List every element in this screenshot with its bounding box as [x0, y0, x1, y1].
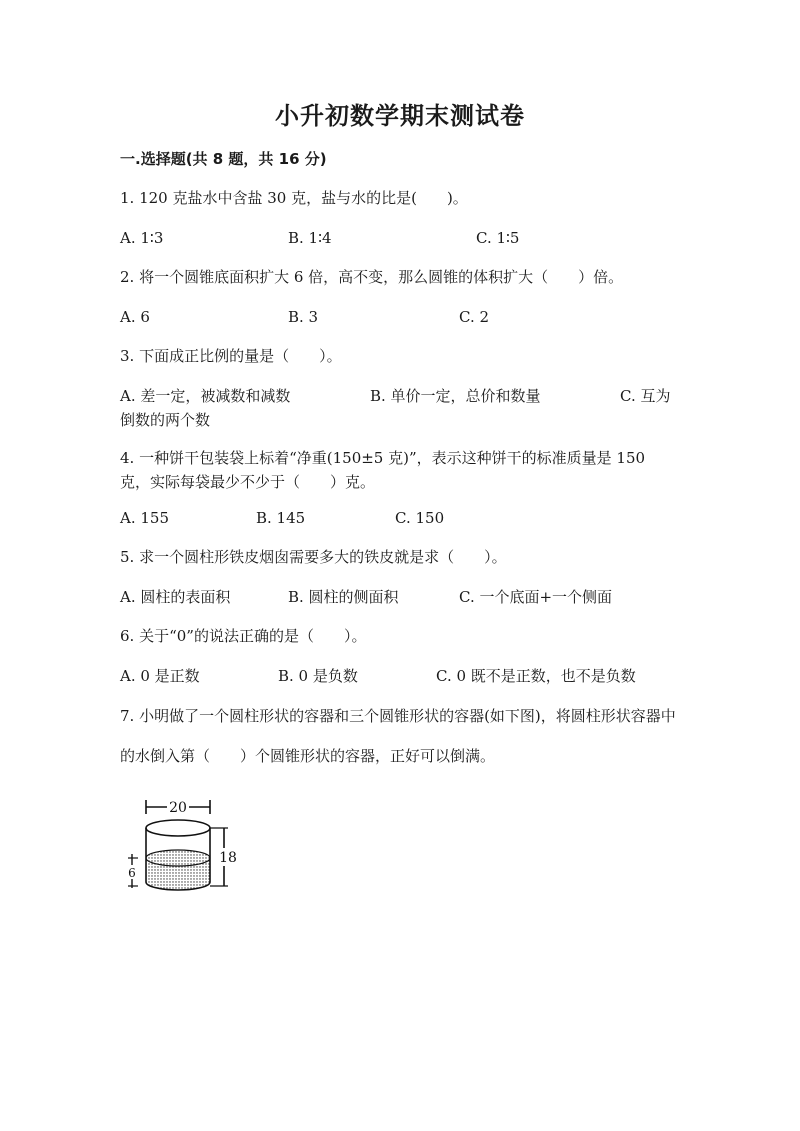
question-4-option-b: B. 145	[256, 509, 306, 527]
height-label: 18	[219, 850, 237, 866]
question-2-stem: 2. 将一个圆锥底面积扩大 6 倍，高不变，那么圆锥的体积扩大（ ）倍。	[120, 268, 624, 286]
question-6-option-a: A. 0 是正数	[120, 667, 200, 685]
question-4-stem: 4. 一种饼干包装袋上标着“净重(150±5 克)”，表示这种饼干的标准质量是 150 克，实际每袋最少不少于（ ）克。	[120, 449, 646, 491]
question-2-option-b: B. 3	[288, 308, 319, 326]
question-5-option-a: A. 圆柱的表面积	[120, 588, 231, 606]
cylinder-figure	[124, 794, 244, 904]
question-1-option-b: B. 1∶4	[288, 229, 332, 247]
section-heading: 一.选择题(共 8 题，共 16 分)	[120, 150, 327, 168]
page-title: 小升初数学期末测试卷	[275, 101, 525, 130]
question-3-stem: 3. 下面成正比例的量是（ ）。	[120, 347, 342, 365]
question-6-option-b: B. 0 是负数	[278, 667, 358, 685]
water-level-label: 6	[128, 866, 136, 880]
question-6-option-c: C. 0 既不是正数，也不是负数	[436, 667, 636, 685]
question-5-stem: 5. 求一个圆柱形铁皮烟囱需要多大的铁皮就是求（ ）。	[120, 548, 507, 566]
question-1-stem: 1. 120 克盐水中含盐 30 克，盐与水的比是( )。	[120, 189, 468, 207]
question-7-stem: 7. 小明做了一个圆柱形状的容器和三个圆锥形状的容器(如下图)，将圆柱形状容器中的水倒入第（ ）个圆锥形状的容器，正好可以倒满。	[120, 707, 676, 765]
question-3-option-c: C. 互为倒数的两个数	[120, 387, 671, 429]
question-1-option-a: A. 1∶3	[120, 229, 164, 247]
question-5-option-b: B. 圆柱的侧面积	[288, 588, 399, 606]
question-3-option-b: B. 单价一定，总价和数量	[370, 387, 541, 405]
question-4-option-c: C. 150	[395, 509, 445, 527]
question-3-option-a: A. 差一定，被减数和减数	[120, 387, 291, 405]
diameter-label: 20	[169, 800, 187, 816]
question-2-option-c: C. 2	[459, 308, 490, 326]
question-6-stem: 6. 关于“0”的说法正确的是（ ）。	[120, 627, 367, 645]
question-1-option-c: C. 1∶5	[476, 229, 520, 247]
question-2-option-a: A. 6	[120, 308, 150, 326]
question-5-option-c: C. 一个底面+一个侧面	[459, 588, 613, 606]
question-4-option-a: A. 155	[120, 509, 169, 527]
